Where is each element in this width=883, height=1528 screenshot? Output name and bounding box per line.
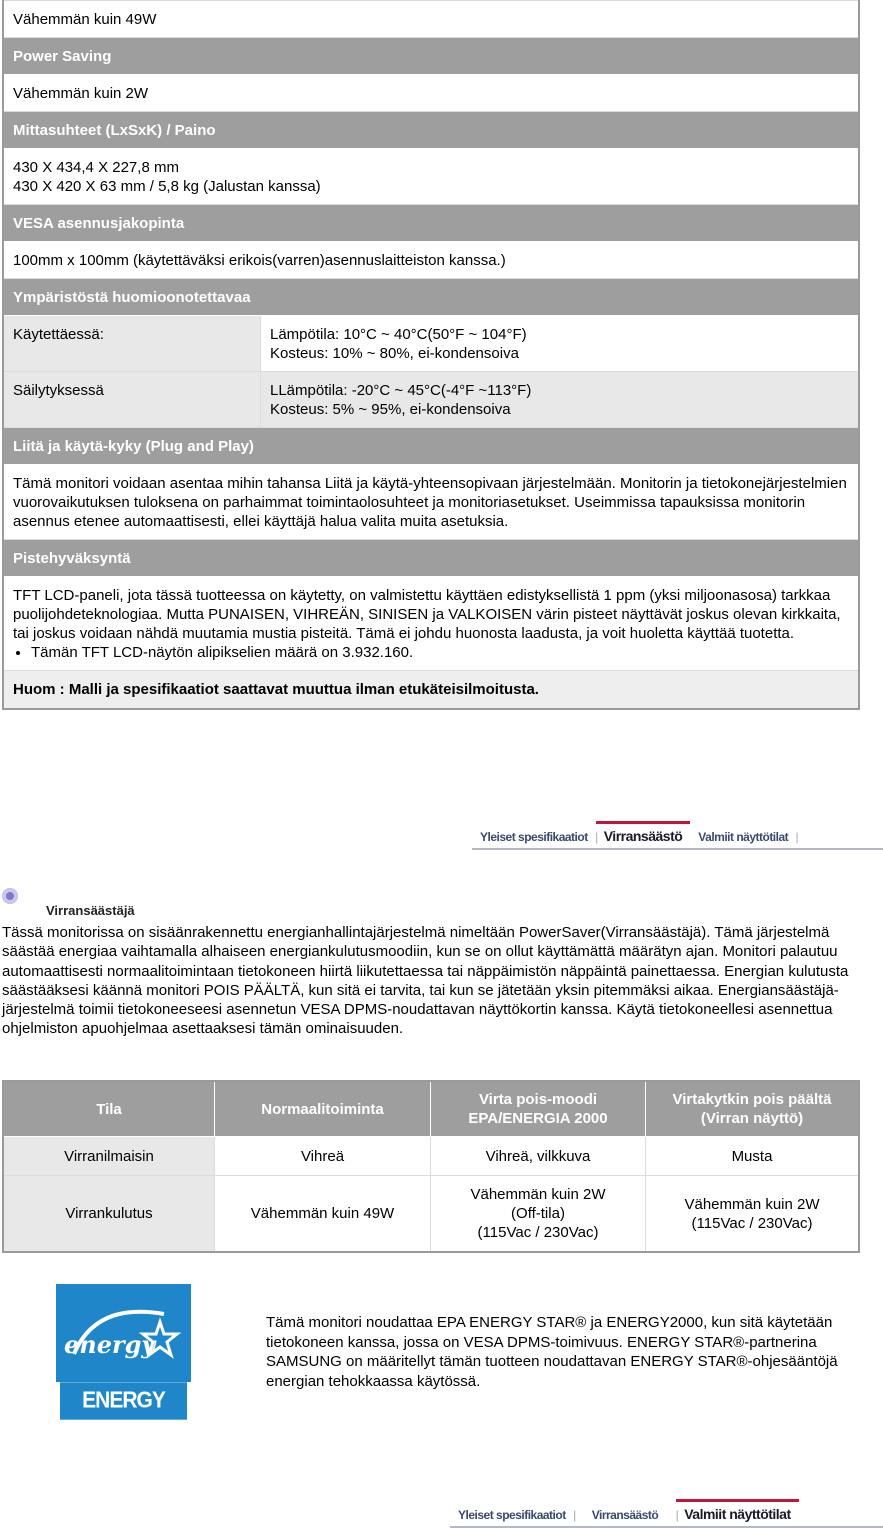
consumption-off-mode bbox=[431, 1176, 646, 1253]
pixel-text: TFT LCD-paneli, jota tässä tuotteessa on käytetty, on valmistettu käyttäen edistyksellistä 1 ppm (yksi miljoonasosa) tarkkaa puolijohdeteknologiaa. Mutta PUNAISEN, VIHREÄN, SINISEN ja VALKOISEN värin pisteet näyttävät joskus olevan kirkkaita, tai joskus voidaan nähdä muutamia mustia pisteitä. Tämä ei johdu huonosta laadusta, ja voit huoletta käyttää tuotetta. bbox=[13, 587, 841, 642]
dimensions-line1: 430 X 434,4 X 227,8 mm bbox=[13, 159, 179, 176]
col-switch-off bbox=[646, 1081, 860, 1137]
dimensions-line2: 430 X 420 X 63 mm / 5,8 kg (Jalustan kanssa) bbox=[13, 178, 321, 195]
energy-star-script: energy bbox=[64, 1330, 156, 1359]
col-switch-off-line2: (Virran näyttö) bbox=[700, 1110, 804, 1127]
power-table bbox=[2, 1080, 860, 1253]
col-off-mode bbox=[431, 1081, 646, 1137]
consumption-switch-off-line2: (115Vac / 230Vac) bbox=[691, 1214, 813, 1232]
power-saving-value: Vähemmän kuin 2W bbox=[3, 75, 859, 112]
indicator-normal: Vihreä bbox=[215, 1137, 431, 1176]
consumption-off-mode-line2: (Off-tila) bbox=[511, 1205, 565, 1222]
consumption-switch-off-line1: Vähemmän kuin 2W bbox=[684, 1195, 820, 1213]
powersaver-text: Tässä monitorissa on sisäänrakennettu energianhallintajärjestelmä nimeltään PowerSaver(Virransäästäjä). Tämä järjestelmä säästää energiaa vaihtamalla alhaiseen energiankulutusmoodiin, kun se on ollut käyttämättä määrätyn ajan. Monitori palautuu automaattisesti normaalitoimintaan tietokoneen hiirtä liikutettaessa tai näppäimistön näppäintä painettaessa. Energian kulutusta säästääksesi käännä monitori POIS PÄÄLTÄ, kun sitä ei tarvita, tai kun se jätetään yksin pitemmäksi aikaa. Energiansäästäjä-järjestelmä toimii tietokoneeseesi asennetun VESA DPMS-noudattavan näyttökortin kanssa. Käytä tietokoneellesi asennettua ohjelmiston apuohjelmaa asettaaksesi tämän ominaisuuden. bbox=[2, 924, 849, 1038]
powersaver-heading bbox=[2, 888, 135, 918]
indicator-label: Virranilmaisin bbox=[3, 1137, 215, 1176]
tab-preset-label: Valmiit näyttötilat bbox=[684, 1506, 791, 1522]
energy-star-wordmark: ENERGY STAR bbox=[60, 1382, 187, 1419]
tab-general-label: Yleiset spesifikaatiot bbox=[458, 1508, 566, 1522]
consumption-off-mode-line1: Vähemmän kuin 2W bbox=[470, 1186, 606, 1203]
col-state: Tila bbox=[3, 1081, 215, 1137]
col-normal: Normaalitoiminta bbox=[215, 1081, 431, 1137]
env-storage-label: Säilytyksessä bbox=[3, 372, 261, 428]
pnp-text: Tämä monitori voidaan asentaa mihin tahansa Liitä ja käytä-yhteensopivaan järjestelmään. Monitorin ja tietokonejärjestelmien vuorovaikutuksen tuloksena on parhaimmat toimintaolosuhteet ja monitoriasetukset. Useimmissa tapauksissa monitorin asennus etenee automaattisesti, ellei käyttäjä halua valita muita asetuksia. bbox=[3, 465, 859, 540]
tab-powersaver[interactable] bbox=[596, 821, 691, 850]
tab-powersaver[interactable] bbox=[574, 1508, 677, 1528]
col-off-mode-line1: Virta pois-moodi bbox=[478, 1091, 598, 1108]
env-storage-temp: LLämpötila: -20°C ~ 45°C(-4°F ~113°F) bbox=[270, 382, 532, 399]
tab-bar-bottom bbox=[450, 1500, 883, 1528]
indicator-off-mode: Vihreä, vilkkuva bbox=[431, 1137, 646, 1176]
power-normal-value: Vähemmän kuin 49W bbox=[3, 1, 859, 38]
pixel-header: Pistehyväksyntä bbox=[3, 540, 859, 577]
tab-preset[interactable] bbox=[676, 1499, 798, 1528]
env-operating-temp: Lämpötila: 10°C ~ 40°C(50°F ~ 104°F) bbox=[270, 326, 527, 343]
env-operating-humidity: Kosteus: 10% ~ 80%, ei-kondensoiva bbox=[270, 345, 519, 362]
spec-note: Huom : Malli ja spesifikaatiot saattavat muuttua ilman etukäteisilmoitusta. bbox=[3, 671, 859, 710]
tab-preset-label: Valmiit näyttötilat bbox=[698, 830, 789, 844]
tab-separator: | bbox=[573, 1508, 576, 1522]
consumption-off-mode-line3: (115Vac / 230Vac) bbox=[477, 1224, 599, 1241]
tab-preset[interactable] bbox=[690, 830, 799, 850]
consumption-switch-off bbox=[646, 1176, 860, 1253]
col-switch-off-line1: Virtakytkin pois päältä bbox=[672, 1091, 832, 1108]
env-operating-label: Käytettäessä: bbox=[3, 316, 261, 372]
pixel-cell bbox=[3, 577, 859, 671]
dimensions-header: Mittasuhteet (LxSxK) / Paino bbox=[3, 112, 859, 149]
env-storage-humidity: Kosteus: 5% ~ 95%, ei-kondensoiva bbox=[270, 401, 511, 418]
tab-general[interactable] bbox=[472, 830, 596, 850]
energy-star-text: Tämä monitori noudattaa EPA ENERGY STAR® ja ENERGY2000, kun sitä käytetään tietokoneen kanssa, jossa on VESA DPMS-toimivuus. ENERGY STAR®-partnerina SAMSUNG on määritellyt tämän tuotteen noudattavan ENERGY STAR®-ohjesääntöjä energian tehokkaassa käytössä. bbox=[266, 1314, 838, 1390]
spec-table bbox=[2, 0, 860, 710]
env-operating-value bbox=[261, 316, 860, 372]
consumption-label: Virrankulutus bbox=[3, 1176, 215, 1253]
pnp-header: Liitä ja käytä-kyky (Plug and Play) bbox=[3, 428, 859, 465]
tab-bar-top bbox=[472, 822, 883, 850]
bullet-disc-icon bbox=[2, 888, 18, 904]
vesa-value: 100mm x 100mm (käytettäväksi erikois(varren)asennuslaitteiston kanssa.) bbox=[3, 242, 859, 279]
col-off-mode-line2: EPA/ENERGIA 2000 bbox=[468, 1110, 608, 1127]
indicator-switch-off: Musta bbox=[646, 1137, 860, 1176]
tab-general-label: Yleiset spesifikaatiot bbox=[480, 830, 588, 844]
consumption-normal: Vähemmän kuin 49W bbox=[215, 1176, 431, 1253]
powersaver-title: Virransäästäjä bbox=[46, 903, 135, 918]
vesa-header: VESA asennusjakopinta bbox=[3, 205, 859, 242]
env-header: Ympäristöstä huomioonotettavaa bbox=[3, 279, 859, 316]
tab-separator: | bbox=[795, 830, 799, 844]
tab-powersaver-label: Virransäästö bbox=[591, 1508, 659, 1522]
pixel-bullet: • Tämän TFT LCD-näytön alipikselien määrä on 3.932.160. bbox=[31, 643, 849, 662]
energy-star-logo bbox=[56, 1284, 191, 1451]
tab-separator: | bbox=[595, 830, 598, 844]
tab-powersaver-label: Virransäästö bbox=[603, 828, 683, 844]
dimensions-value bbox=[3, 149, 859, 205]
tab-separator: | bbox=[675, 1508, 679, 1522]
power-saving-header: Power Saving bbox=[3, 38, 859, 75]
tab-general[interactable] bbox=[450, 1508, 574, 1528]
env-storage-value bbox=[261, 372, 860, 428]
